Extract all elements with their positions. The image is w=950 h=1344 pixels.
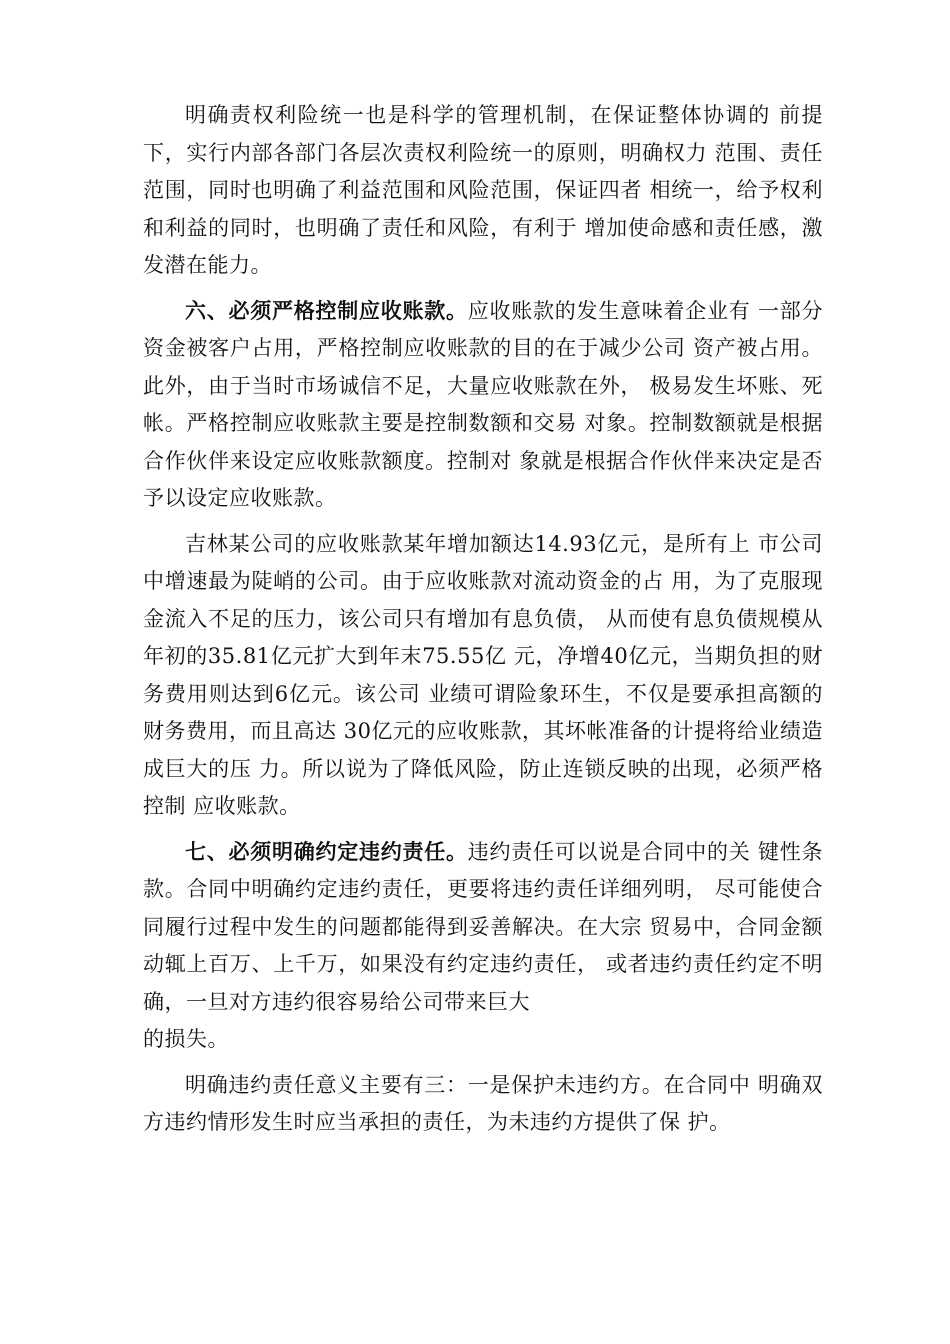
paragraph-text: 违约责任可以说是合同中的关 键性条款。合同中明确约定违约责任，更要将违约责任详细列明， 尽可能使合同履行过程中发生的问题都能得到妥善解决。在大宗 贸易中，合同金额动辄上百万、上千万，如果没有约定违约责任， 或者违约责任约定不明确，一旦对方违约很容易给公司带来巨大 (143, 839, 823, 1014)
paragraph-text: 明确违约责任意义主要有三：一是保护未违约方。在合同中 明确双方违约情形发生时应当承担的责任，为未违约方提供了保 护。 (143, 1072, 823, 1134)
section-heading-seven: 七、必须明确约定违约责任。 (185, 838, 468, 864)
paragraph-text: 吉林某公司的应收账款某年增加额达14.93亿元，是所有上 市公司中增速最为陡峭的公司。由于应收账款对流动资金的占 用，为了克服现金流入不足的压力，该公司只有增加有息负债， 从而使有息负债规模从年初的35.81亿元扩大到年末75.55亿 元，净增40亿元，当期负担的财务费用则达到6亿元。该公司 业绩可谓险象环生，不仅是要承担高额的财务费用，而且高达 30亿元的应收账款，其坏帐准备的计提将给业绩造成巨大的压 力。所以说为了降低风险，防止连锁反映的出现，必须严格控制 应收账款。 (143, 531, 823, 818)
paragraph-text: 明确责权利险统一也是科学的管理机制，在保证整体协调的 前提下，实行内部各部门各层次责权利险统一的原则，明确权力 范围、责任范围，同时也明确了利益范围和风险范围，保证四者 相统一，给予权利和利益的同时，也明确了责任和风险，有利于 增加使命感和责任感，激发潜在能力。 (143, 103, 823, 277)
paragraph-text: 应收账款的发生意味着企业有 一部分资金被客户占用，严格控制应收账款的目的在于减少公司 资产被占用。此外，由于当时市场诚信不足，大量应收账款在外， 极易发生坏账、死帐。严格控制应收账款主要是控制数额和交易 对象。控制数额就是根据合作伙伴来设定应收账款额度。控制对 象就是根据合作伙伴来决定是否予以设定应收账款。 (143, 298, 823, 510)
paragraph-breach-significance (143, 1066, 823, 1142)
paragraph-jilin-case (143, 525, 823, 826)
section-heading-six: 六、必须严格控制应收账款。 (185, 297, 468, 323)
paragraph-breach-liability (143, 833, 823, 1059)
paragraph-receivables-control (143, 292, 823, 518)
paragraph-tail: 的损失。 (143, 1027, 229, 1051)
paragraph-responsibility (143, 96, 823, 285)
document-body (143, 96, 823, 1149)
